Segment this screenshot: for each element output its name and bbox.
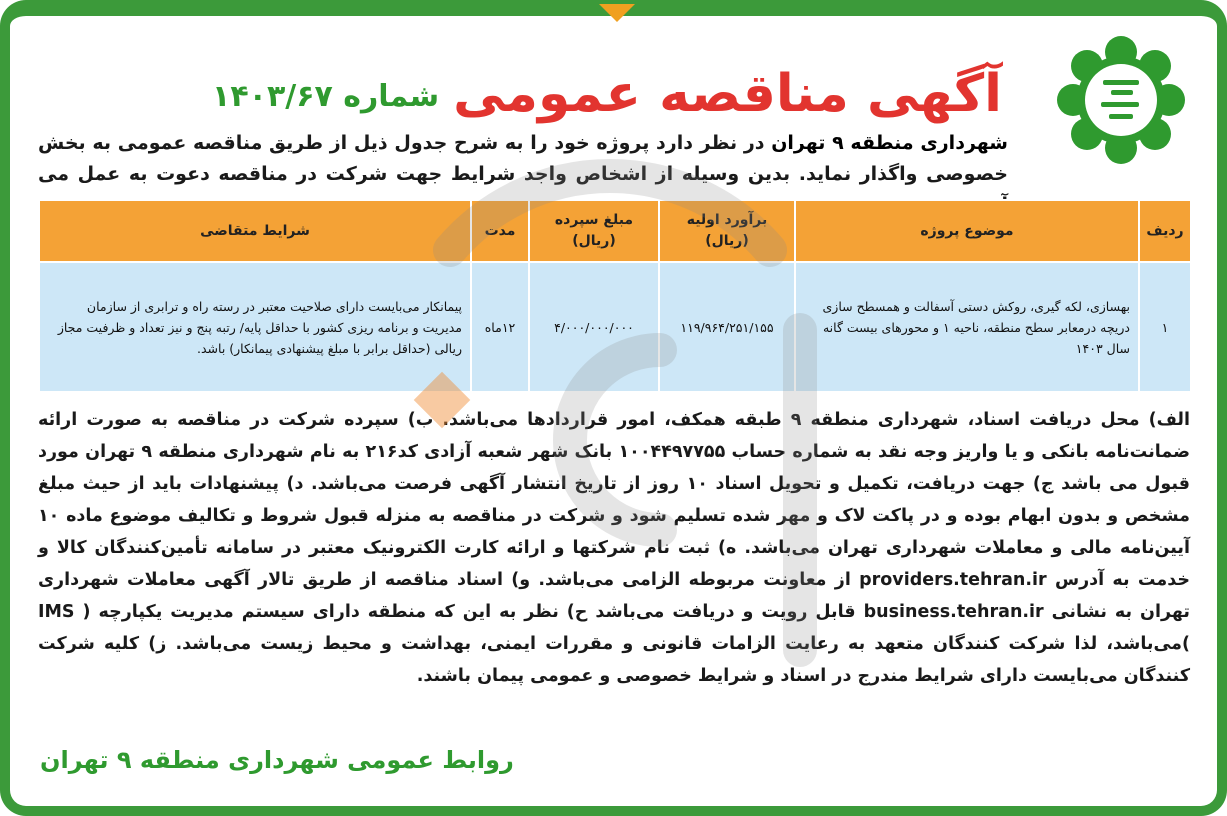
header-deposit: مبلغ سپرده (ریال) (529, 200, 659, 262)
table-header-row (39, 200, 1191, 262)
ad-title: آگهی مناقصه عمومی (453, 64, 1002, 124)
intro-text: در نظر دارد پروژه خود را به شرح جدول ذیل از طریق مناقصه عمومی به بخش خصوصی واگذار نماید. بدین وسیله از اشخاص واجد شرایط جهت شرکت در مناقصه دعوت به عمل می (38, 132, 1008, 185)
conditions-paragraph: الف) محل دریافت اسناد، شهرداری منطقه ۹ طبقه همکف، امور قراردادها می‌باشد. ب) سپرده شرکت در مناقصه به صورت ارائه ضمانت‌نامه بانکی و یا واریز وجه نقد به شماره حساب ۱۰۰۴۴۹۷۷۵۵ بانک شهر شعبه آزادی کد۲۱۶ به نام شهرداری منطقه ۹ تهران مورد قبول می باشد ج) جهت دریافت، تکمیل و تحویل اسناد ۱۰ روز از تاریخ انتشار آگهی فرصت می‌باشد. د) پیشنهادات باید از حیث مبلغ مشخص و بدون ابهام بوده و در پاکت لاک و مهر شده تسلیم شود و شرکت در مناقصه به منزله قبول شروط و تکالیف موضوع ماده ۱۰ آیین‌نامه مالی و معاملات شهرداری تهران می‌باشد. ه) ثبت نام شرکتها و ارائه کارت الکترونیک معتبر در سامانه تأمین‌کنندگان کالا و خدمت به آدرس providers.tehran.ir از معاونت مربوطه الزامی می‌باشد. و) اسناد مناقصه از طریق تالار آگهی معاملات شهرداری تهران به نشانی business.tehran.ir قابل رویت و دریافت می‌باشد ح) نظر به این که منطقه دارای سیستم مدیریت یکپارچه ( IMS )می‌باشد، لذا شرکت کنندگان متعهد به رعایت الزامات قانونی و مقررات ایمنی، بهداشت و محیط زیست می‌باشد. ز) کلیه شرکت کنندگان می‌بایست دارای شرایط مندرج در اسناد و شرایط خصوصی و عمومی پیمان باشند. (38, 410, 1191, 686)
tender-number: شماره ۱۴۰۳/۶۷ (212, 79, 440, 114)
header-duration: مدت (471, 200, 529, 262)
cell-subject: بهسازی، لکه گیری، روکش دستی آسفالت و همسطح سازی دریچه درمعابر سطح منطقه، ناحیه ۱ و محورهای بیست گانه سال ۱۴۰۳ (795, 262, 1139, 392)
public-relations-signature: روابط عمومی شهرداری منطقه ۹ تهران (40, 746, 514, 774)
cell-duration: ۱۲ماه (471, 262, 529, 392)
cell-deposit: ۴/۰۰۰/۰۰۰/۰۰۰ (529, 262, 659, 392)
header-estimate: برآورد اولیه (ریال) (659, 200, 795, 262)
tehran-municipality-logo (1051, 30, 1191, 170)
top-arrow-icon (599, 4, 635, 22)
table-row (39, 262, 1191, 392)
cell-conditions: پیمانکار می‌بایست دارای صلاحیت معتبر در رسته راه و ترابری از سازمان مدیریت و برنامه ریزی کشور با حداقل پایه/ رتبه پنج و نیز تعداد و ظرفیت مجاز ریالی (حداقل برابر با مبلغ پیشنهادی پیمانکار) باشد. (39, 262, 471, 392)
header-row-index: ردیف (1139, 200, 1191, 262)
tender-table (38, 199, 1192, 393)
cell-estimate: ۱۱۹/۹۶۴/۲۵۱/۱۵۵ (659, 262, 795, 392)
title-row (212, 40, 1002, 124)
header-conditions: شرایط متقاضی (39, 200, 471, 262)
cell-index: ۱ (1139, 262, 1191, 392)
intro-org: شهرداری منطقه ۹ تهران (771, 132, 1008, 154)
header-subject: موضوع پروژه (795, 200, 1139, 262)
